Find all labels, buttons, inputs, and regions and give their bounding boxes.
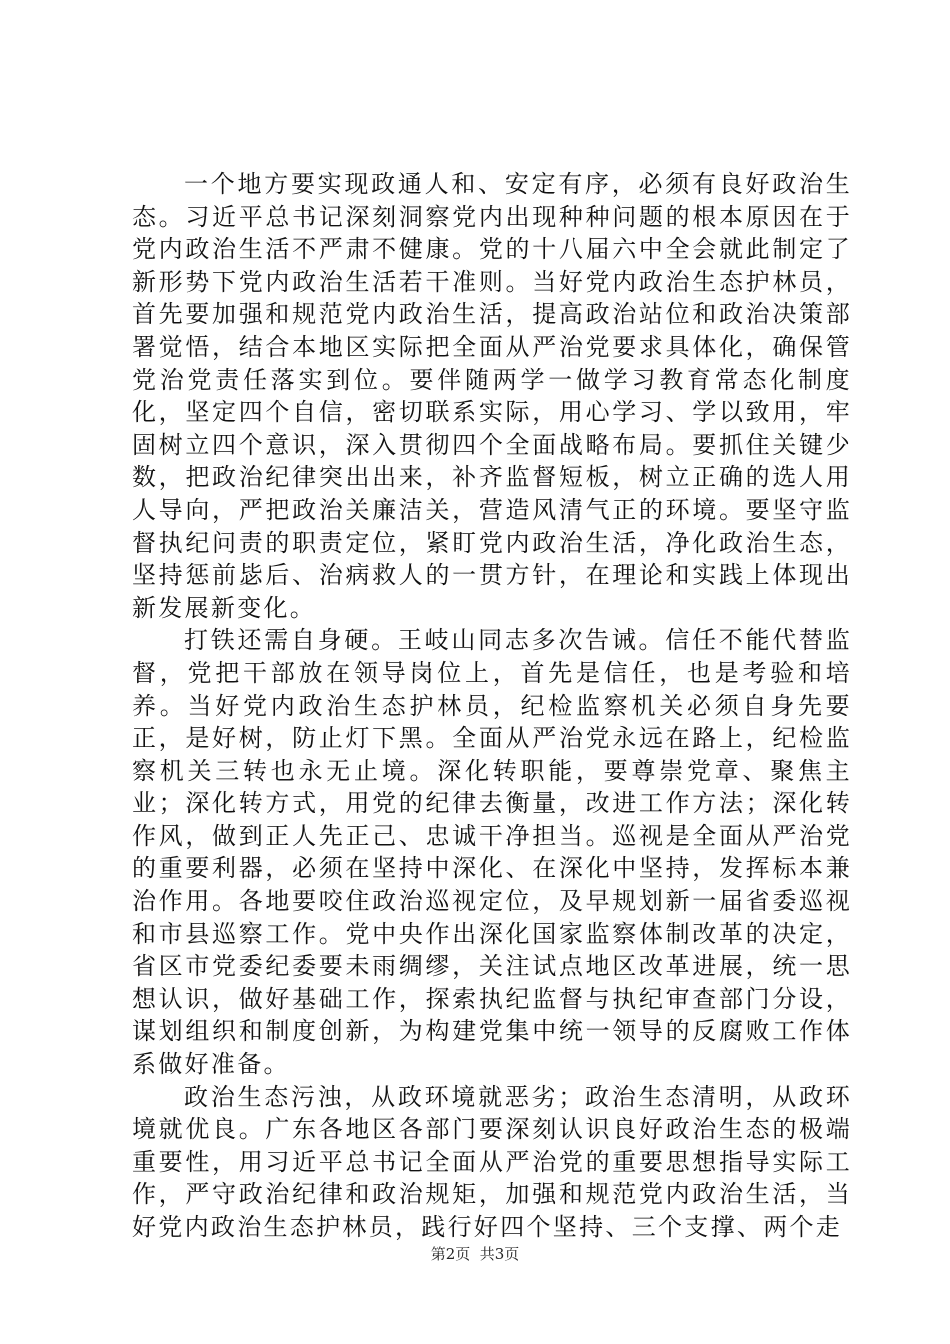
page-footer: 第2页 共3页 — [430, 1245, 520, 1263]
document-body — [132, 168, 852, 1244]
paragraph-self-discipline: 打铁还需自身硬。王岐山同志多次告诫。信任不能代替监督，党把干部放在领导岗位上，首先是信任，也是考验和培养。当好党内政治生态护林员，纪检监察机关必须自身先要正，是好树，防止灯下黑。全面从严治党永远在路上，纪检监察机关三转也永无止境。深化转职能，要尊崇党章、聚焦主业；深化转方式，用党的纪律去衡量，改进工作方法；深化转作风，做到正人先正己、忠诚干净担当。巡视是全面从严治党的重要利器，必须在坚持中深化、在深化中坚持，发挥标本兼治作用。各地要咬住政治巡视定位，及早规划新一届省委巡视和市县巡察工作。党中央作出深化国家监察体制改革的决定，省区市党委纪委要未雨绸缪，关注试点地区改革进展，统一思想认识，做好基础工作，探索执纪监督与执纪审查部门分设，谋划组织和制度创新，为构建党集中统一领导的反腐败工作体系做好准备。 — [132, 626, 852, 1079]
paragraph-political-ecology: 一个地方要实现政通人和、安定有序，必须有良好政治生态。习近平总书记深刻洞察党内出现种种问题的根本原因在于党内政治生活不严肃不健康。党的十八届六中全会就此制定了新形势下党内政治生活若干准则。当好党内政治生态护林员，首先要加强和规范党内政治生活，提高政治站位和政治决策部署觉悟，结合本地区实际把全面从严治党要求具体化，确保管党治党责任落实到位。要伴随两学一做学习教育常态化制度化，坚定四个自信，密切联系实际，用心学习、学以致用，牢固树立四个意识，深入贯彻四个全面战略布局。要抓住关键少数，把政治纪律突出出来，补齐监督短板，树立正确的选人用人导向，严把政治关廉洁关，营造风清气正的环境。要坚守监督执纪问责的职责定位，紧盯党内政治生活，净化政治生态，坚持惩前毖后、治病救人的一贯方针，在理论和实践上体现出新发展新变化。 — [132, 170, 852, 622]
paragraph-guangdong: 政治生态污浊，从政环境就恶劣；政治生态清明，从政环境就优良。广东各地区各部门要深刻认识良好政治生态的极端重要性，用习近平总书记全面从严治党的重要思想指导实际工作，严守政治纪律和政治规矩，加强和规范党内政治生活，当好党内政治生态护林员，践行好四个坚持、三个支撑、两个走 — [132, 1082, 852, 1241]
